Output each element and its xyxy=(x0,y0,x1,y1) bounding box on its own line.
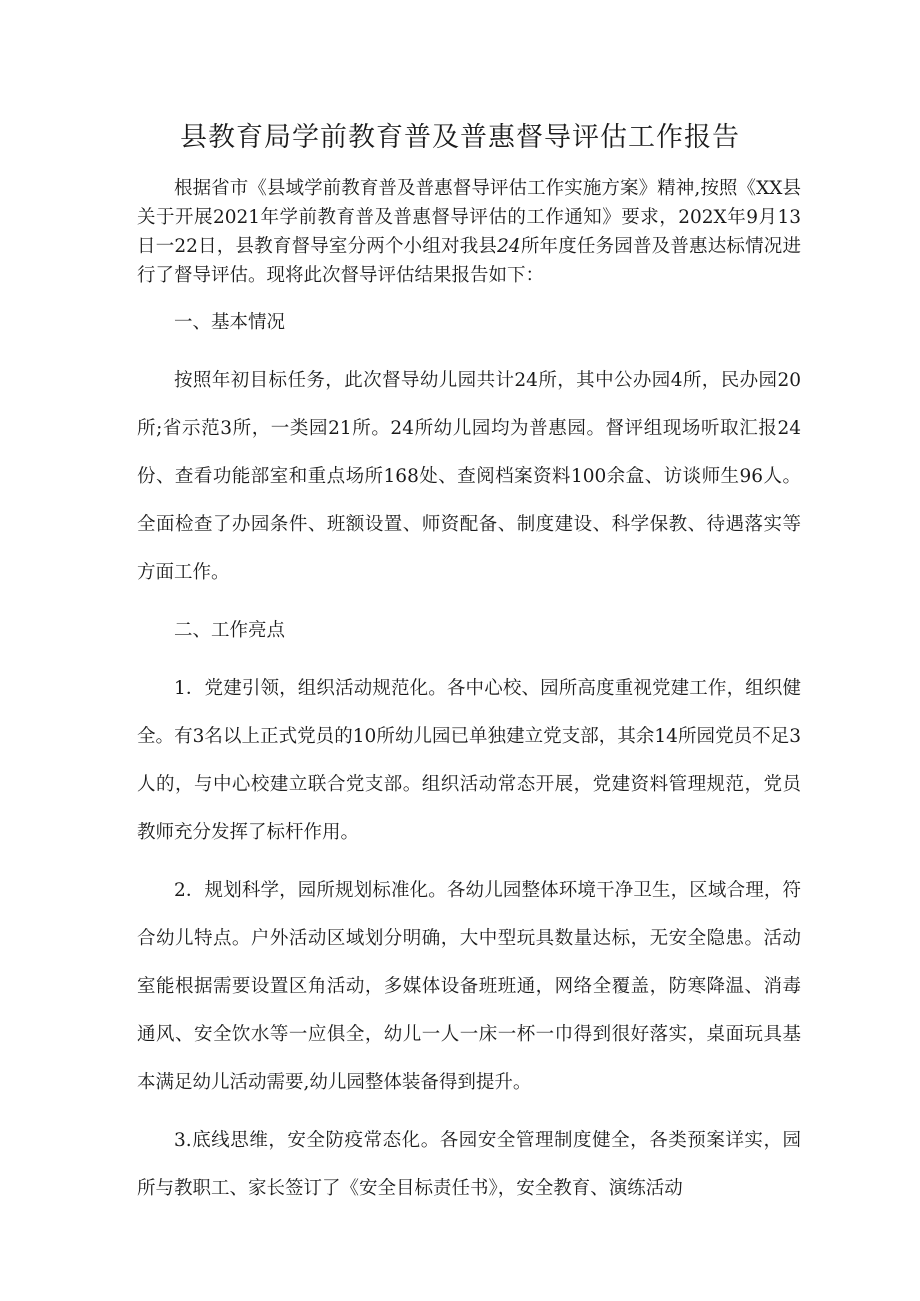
basic-situation-paragraph: 按照年初目标任务，此次督导幼儿园共计24所，其中公办园4所，民办园20所;省示范3所，一类园21所。24所幼儿园均为普惠园。督评组现场听取汇报24份、查看功能部室和重点场所168处、查阅档案资料100余盒、访谈师生96人。全面检查了办园条件、班额设置、师资配备、制度建设、科学保教、待遇落实等方面工作。 xyxy=(137,370,801,583)
intro-paragraph xyxy=(137,174,801,290)
highlight-point-1: 1．党建引领，组织活动规范化。各中心校、园所高度重视党建工作，组织健全。有3名以上正式党员的10所幼儿园已单独建立党支部，其余14所园党员不足3人的，与中心校建立联合党支部。组织活动常态开展，党建资料管理规范，党员教师充分发挥了标杆作用。 xyxy=(137,678,801,843)
main-content xyxy=(137,299,801,1213)
intro-block xyxy=(137,174,801,290)
highlight-point-3: 3.底线思维，安全防疫常态化。各园安全管理制度健全，各类预案详实，园所与教职工、家长签订了《安全目标责任书》，安全教育、演练活动 xyxy=(137,1130,801,1199)
section-heading-basic: 一、基本情况 xyxy=(174,312,286,333)
intro-text-after: 所年度任务园普及普惠达标情况进行了督导评估。现将此次督导评估结果报告如下： xyxy=(137,236,801,286)
intro-text-before: 根据省市《县域学前教育普及普惠督导评估工作实施方案》精神,按照《XX县关于开展2021年学前教育普及普惠督导评估的工作通知》要求，202X年9月13日一22日，县教育督导室分两个小组对我县 xyxy=(137,178,801,257)
document-title: 县教育局学前教育普及普惠督导评估工作报告 xyxy=(180,122,740,153)
highlight-point-2: 2．规划科学，园所规划标准化。各幼儿园整体环境干净卫生，区域合理，符合幼儿特点。户外活动区域划分明确，大中型玩具数量达标，无安全隐患。活动室能根据需要设置区角活动，多媒体设备班班通，网络全覆盖，防寒降温、消毒通风、安全饮水等一应俱全，幼儿一人一床一杯一巾得到很好落实，桌面玩具基本满足幼儿活动需要,幼儿园整体装备得到提升。 xyxy=(137,880,801,1093)
intro-italic-number: 24 xyxy=(497,236,521,257)
section-heading-highlights: 二、工作亮点 xyxy=(174,620,286,641)
